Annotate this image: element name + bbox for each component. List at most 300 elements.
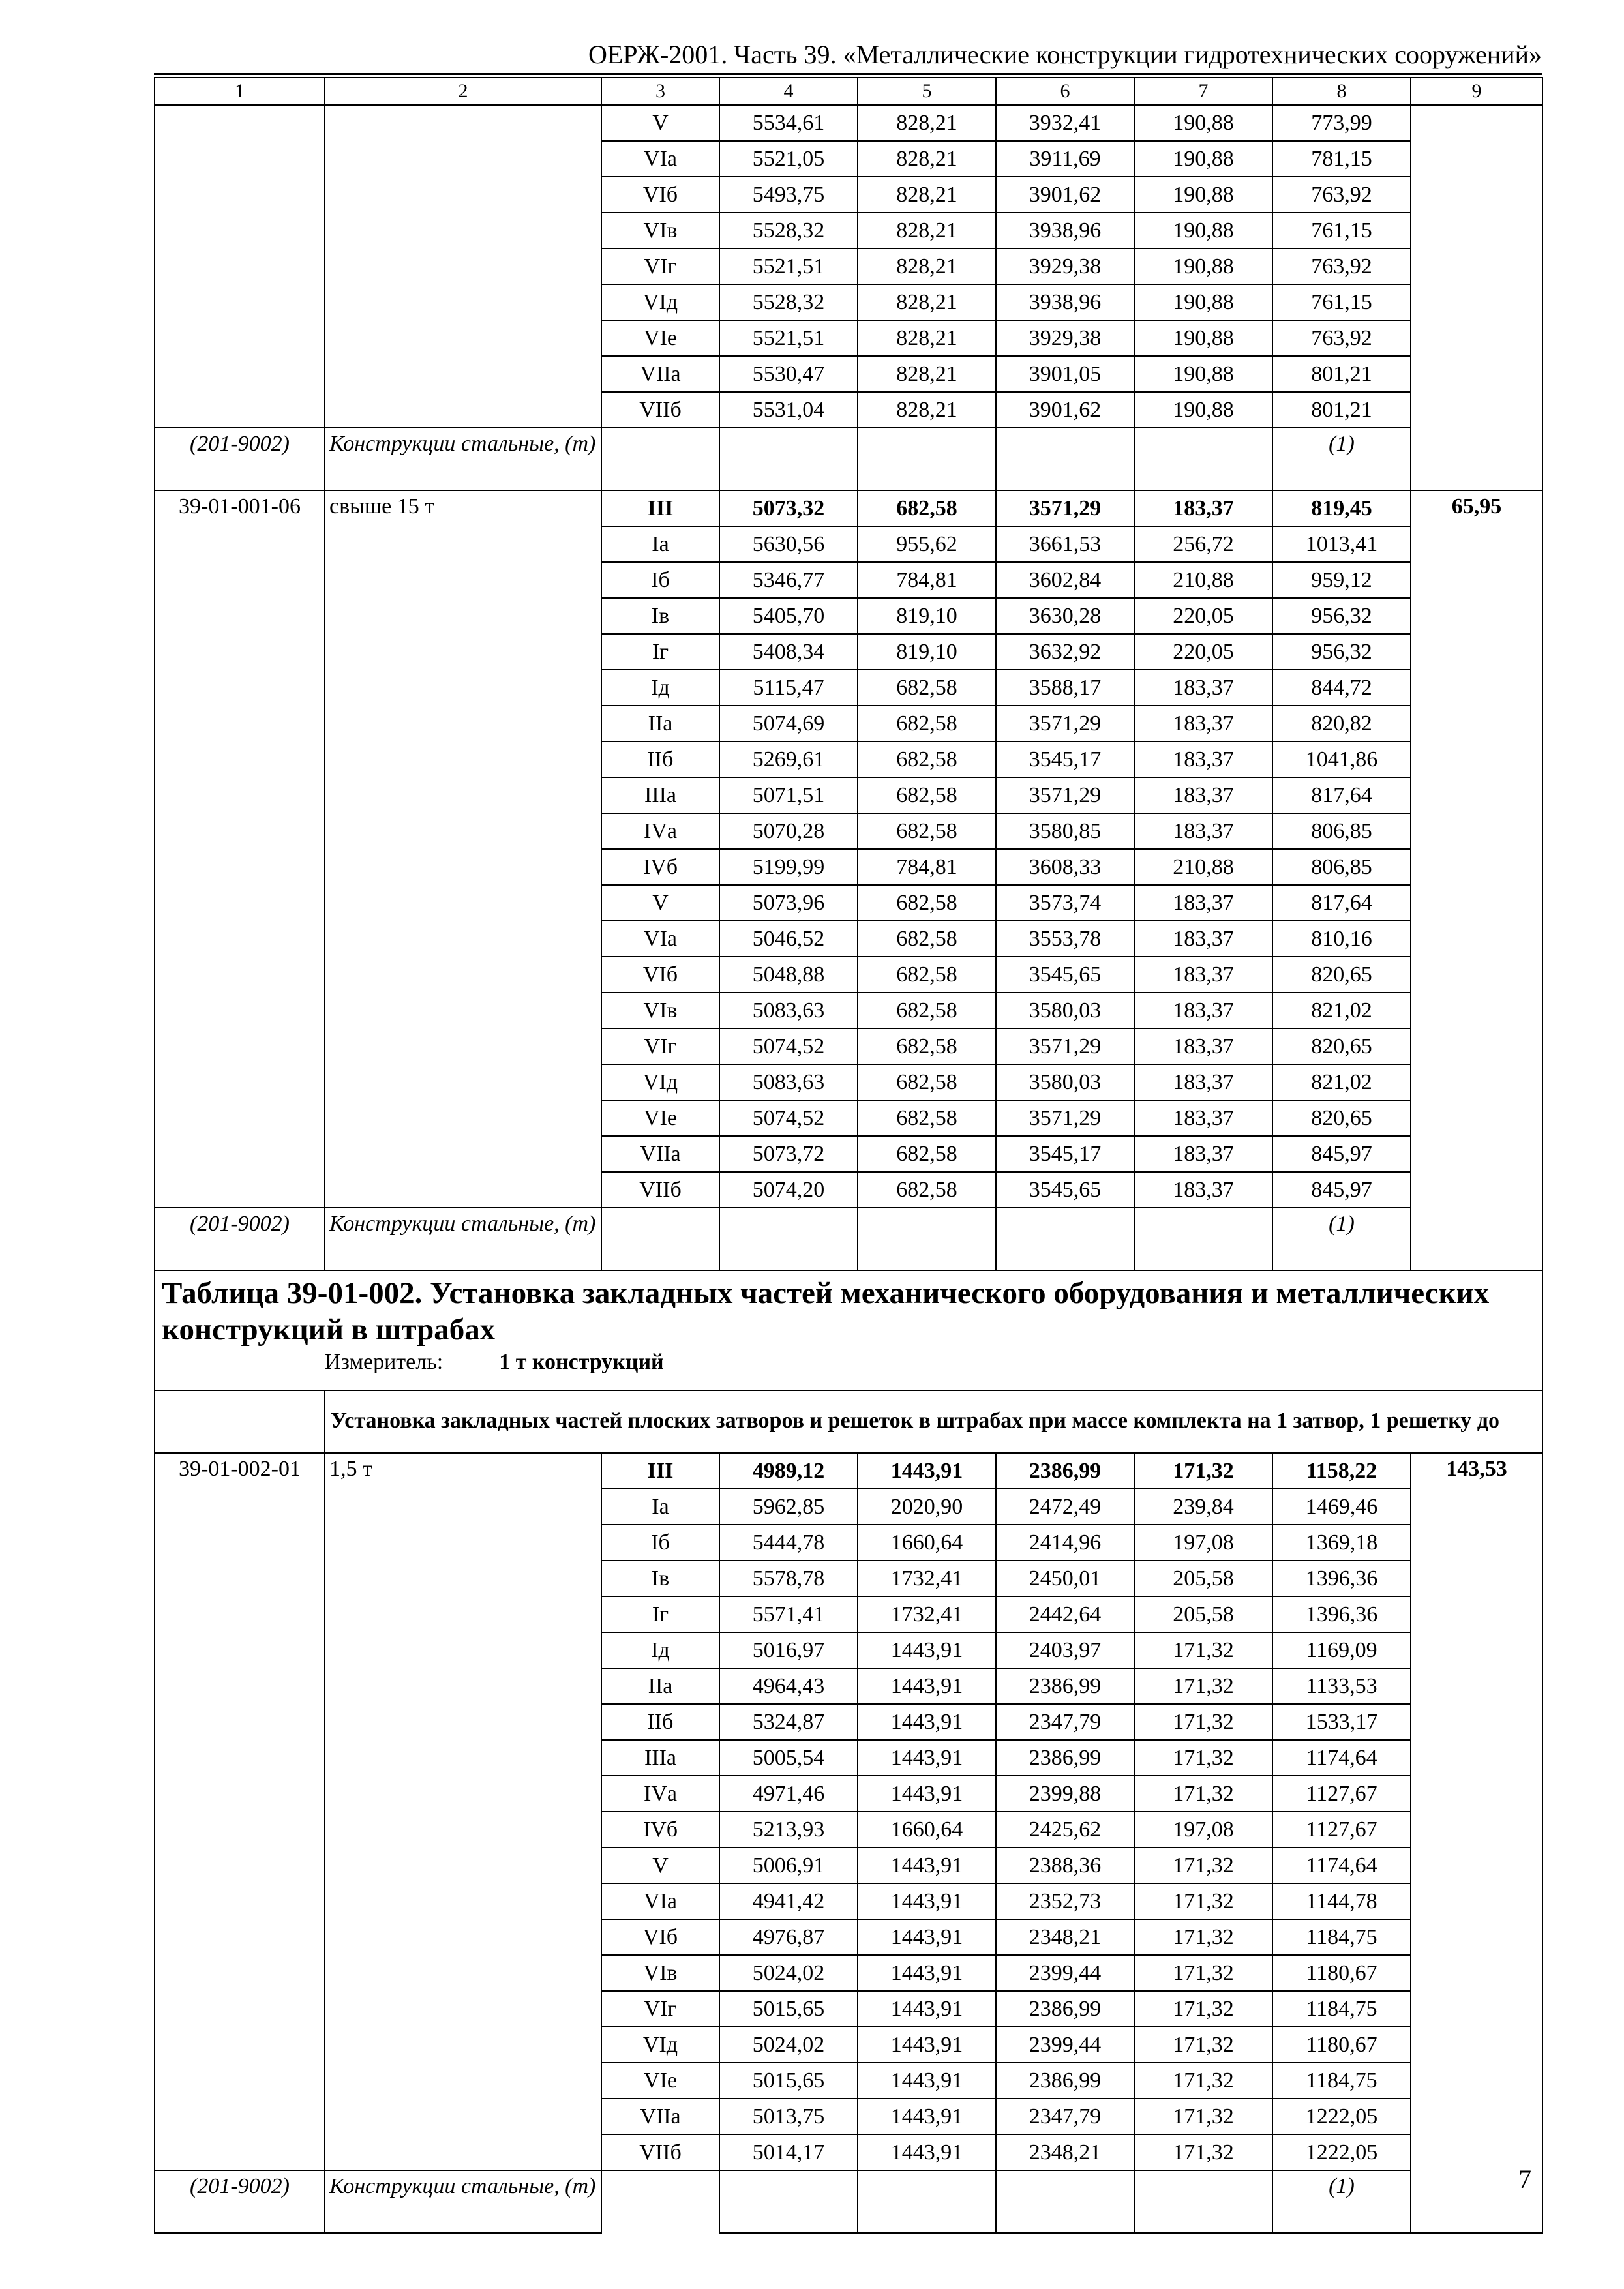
value-cell: 1041,86 (1272, 741, 1411, 777)
value-cell: 819,10 (858, 598, 996, 634)
zone-cell: VIг (601, 1991, 719, 2027)
value-cell: 1144,78 (1272, 1883, 1411, 1919)
zone-cell: IVб (601, 849, 719, 885)
value-cell: 183,37 (1134, 777, 1272, 813)
value-cell: 171,32 (1134, 1848, 1272, 1883)
value-cell: 4976,87 (719, 1919, 858, 1955)
value-cell: 806,85 (1272, 813, 1411, 849)
value-cell: 171,32 (1134, 1776, 1272, 1812)
value-cell: 3602,84 (996, 562, 1134, 598)
value-cell: 5571,41 (719, 1596, 858, 1632)
value-cell: 5630,56 (719, 526, 858, 562)
value-cell: 190,88 (1134, 320, 1272, 356)
zone-cell: VIIа (601, 2099, 719, 2134)
value-cell: 2348,21 (996, 2134, 1134, 2170)
empty-cell (155, 1390, 325, 1453)
zone-cell: VIд (601, 2027, 719, 2063)
value-cell: 2399,44 (996, 2027, 1134, 2063)
value-cell: 3932,41 (996, 105, 1134, 141)
zone-cell: IIа (601, 706, 719, 741)
zone-cell: IIIа (601, 1740, 719, 1776)
value-cell: 828,21 (858, 320, 996, 356)
value-cell: 761,15 (1272, 284, 1411, 320)
value-cell: 2386,99 (996, 1991, 1134, 2027)
material-name: Конструкции стальные, (т) (325, 428, 601, 490)
value-cell: 5408,34 (719, 634, 858, 670)
value-cell: 3580,85 (996, 813, 1134, 849)
value-cell: 1732,41 (858, 1596, 996, 1632)
table-row (155, 105, 1542, 141)
value-cell: 682,58 (858, 706, 996, 741)
value-cell: 5024,02 (719, 1955, 858, 1991)
value-cell: 190,88 (1134, 141, 1272, 177)
value-cell: 1443,91 (858, 1955, 996, 1991)
value-cell: 1443,91 (858, 1991, 996, 2027)
value-cell: 5073,72 (719, 1136, 858, 1172)
empty-cell (858, 1208, 996, 1270)
value-cell: 2020,90 (858, 1489, 996, 1525)
value-cell: 1469,46 (1272, 1489, 1411, 1525)
value-cell: 5014,17 (719, 2134, 858, 2170)
value-cell: 682,58 (858, 1136, 996, 1172)
value-cell: 5074,52 (719, 1100, 858, 1136)
value-cell: 845,97 (1272, 1172, 1411, 1208)
value-cell: 171,32 (1134, 1453, 1272, 1489)
empty-cell (719, 428, 858, 490)
value-cell: 821,02 (1272, 993, 1411, 1028)
value-cell: 1443,91 (858, 1668, 996, 1704)
value-cell: 1443,91 (858, 1848, 996, 1883)
value-cell: 5074,20 (719, 1172, 858, 1208)
value-cell: 3608,33 (996, 849, 1134, 885)
zone-cell: V (601, 885, 719, 921)
empty-cell (858, 428, 996, 490)
column-number: 3 (601, 78, 719, 105)
value-cell: 5013,75 (719, 2099, 858, 2134)
material-code: (201-9002) (155, 428, 325, 490)
value-cell: 682,58 (858, 813, 996, 849)
zone-cell: Iг (601, 634, 719, 670)
value-cell: 190,88 (1134, 213, 1272, 248)
value-cell: 817,64 (1272, 885, 1411, 921)
col9-value (1411, 105, 1542, 490)
value-cell: 5015,65 (719, 2063, 858, 2099)
value-cell: 2386,99 (996, 2063, 1134, 2099)
value-cell: 828,21 (858, 141, 996, 177)
value-cell: 682,58 (858, 777, 996, 813)
value-cell: 810,16 (1272, 921, 1411, 957)
value-cell: 3545,17 (996, 741, 1134, 777)
value-cell: 820,65 (1272, 957, 1411, 993)
value-cell: 220,05 (1134, 598, 1272, 634)
value-cell: 5070,28 (719, 813, 858, 849)
table-row (155, 490, 1542, 526)
value-cell: 844,72 (1272, 670, 1411, 706)
value-cell: 5048,88 (719, 957, 858, 993)
zone-cell: VIа (601, 921, 719, 957)
value-cell: 2414,96 (996, 1525, 1134, 1561)
value-cell: 3901,05 (996, 356, 1134, 392)
zone-cell: III (601, 1453, 719, 1489)
subheading: Установка закладных частей плоских затворов и решеток в штрабах при массе комплекта на 1 затвор, 1 решетку до (325, 1390, 1542, 1453)
value-cell: 828,21 (858, 284, 996, 320)
value-cell: 773,99 (1272, 105, 1411, 141)
value-cell: 3545,65 (996, 957, 1134, 993)
value-cell: 5521,05 (719, 141, 858, 177)
value-cell: 5199,99 (719, 849, 858, 885)
value-cell: 210,88 (1134, 562, 1272, 598)
value-cell: 5269,61 (719, 741, 858, 777)
value-cell: 5528,32 (719, 213, 858, 248)
value-cell: 1443,91 (858, 1632, 996, 1668)
value-cell: 819,10 (858, 634, 996, 670)
value-cell: 183,37 (1134, 1028, 1272, 1064)
value-cell: 5073,32 (719, 490, 858, 526)
measure-line (162, 1348, 1537, 1377)
rate-name (325, 105, 601, 428)
rate-code: 39-01-002-01 (155, 1453, 325, 2170)
value-cell: 3580,03 (996, 1064, 1134, 1100)
value-cell: 171,32 (1134, 1704, 1272, 1740)
value-cell: 1127,67 (1272, 1812, 1411, 1848)
value-cell: 183,37 (1134, 885, 1272, 921)
zone-cell: V (601, 105, 719, 141)
value-cell: 1443,91 (858, 1704, 996, 1740)
value-cell: 183,37 (1134, 1172, 1272, 1208)
col9-value: 143,53 (1411, 1453, 1542, 2233)
value-cell: 1369,18 (1272, 1525, 1411, 1561)
zone-cell: Iб (601, 1525, 719, 1561)
column-number: 1 (155, 78, 325, 105)
value-cell: 955,62 (858, 526, 996, 562)
header-rule (154, 73, 1542, 75)
value-cell: 3938,96 (996, 284, 1134, 320)
value-cell: 171,32 (1134, 2063, 1272, 2099)
material-quantity: (1) (1272, 428, 1411, 490)
value-cell: 682,58 (858, 1172, 996, 1208)
value-cell: 1443,91 (858, 2027, 996, 2063)
table-title-row (155, 1270, 1542, 1390)
value-cell: 828,21 (858, 392, 996, 428)
value-cell: 197,08 (1134, 1812, 1272, 1848)
value-cell: 682,58 (858, 490, 996, 526)
value-cell: 5046,52 (719, 921, 858, 957)
value-cell: 3632,92 (996, 634, 1134, 670)
value-cell: 2386,99 (996, 1740, 1134, 1776)
material-code: (201-9002) (155, 2170, 325, 2233)
value-cell: 1158,22 (1272, 1453, 1411, 1489)
value-cell: 763,92 (1272, 248, 1411, 284)
value-cell: 1660,64 (858, 1525, 996, 1561)
zone-cell: Iг (601, 1596, 719, 1632)
zone-cell: IVб (601, 1812, 719, 1848)
zone-cell: III (601, 490, 719, 526)
value-cell: 5530,47 (719, 356, 858, 392)
value-cell: 183,37 (1134, 1064, 1272, 1100)
empty-cell (719, 2170, 858, 2233)
zone-cell: VIа (601, 1883, 719, 1919)
value-cell: 4971,46 (719, 1776, 858, 1812)
value-cell: 190,88 (1134, 392, 1272, 428)
value-cell: 171,32 (1134, 2134, 1272, 2170)
material-code: (201-9002) (155, 1208, 325, 1270)
value-cell: 1222,05 (1272, 2134, 1411, 2170)
value-cell: 819,45 (1272, 490, 1411, 526)
value-cell: 183,37 (1134, 1136, 1272, 1172)
zone-cell: IIб (601, 741, 719, 777)
value-cell: 828,21 (858, 177, 996, 213)
column-number: 7 (1134, 78, 1272, 105)
col9-value: 65,95 (1411, 490, 1542, 1270)
zone-cell: Iв (601, 598, 719, 634)
material-name: Конструкции стальные, (т) (325, 2170, 601, 2233)
value-cell: 3571,29 (996, 777, 1134, 813)
value-cell: 183,37 (1134, 706, 1272, 741)
value-cell: 806,85 (1272, 849, 1411, 885)
value-cell: 220,05 (1134, 634, 1272, 670)
value-cell: 1443,91 (858, 2099, 996, 2134)
value-cell: 5531,04 (719, 392, 858, 428)
value-cell: 820,65 (1272, 1028, 1411, 1064)
measure-value: 1 т конструкций (499, 1350, 664, 1374)
value-cell: 205,58 (1134, 1561, 1272, 1596)
value-cell: 2347,79 (996, 1704, 1134, 1740)
value-cell: 1396,36 (1272, 1561, 1411, 1596)
column-number: 2 (325, 78, 601, 105)
value-cell: 2403,97 (996, 1632, 1134, 1668)
value-cell: 3911,69 (996, 141, 1134, 177)
value-cell: 801,21 (1272, 392, 1411, 428)
column-number: 5 (858, 78, 996, 105)
value-cell: 3580,03 (996, 993, 1134, 1028)
value-cell: 2352,73 (996, 1883, 1134, 1919)
value-cell: 5071,51 (719, 777, 858, 813)
value-cell: 956,32 (1272, 634, 1411, 670)
value-cell: 956,32 (1272, 598, 1411, 634)
value-cell: 171,32 (1134, 2027, 1272, 2063)
material-quantity: (1) (1272, 2170, 1411, 2233)
zone-cell: VIб (601, 1919, 719, 1955)
table-row (155, 1453, 1542, 1489)
value-cell: 3588,17 (996, 670, 1134, 706)
zone-cell: VIв (601, 213, 719, 248)
column-number: 9 (1411, 78, 1542, 105)
page-number: 7 (1518, 2164, 1531, 2194)
value-cell: 183,37 (1134, 813, 1272, 849)
table-title-cell (155, 1270, 1542, 1390)
value-cell: 1443,91 (858, 1919, 996, 1955)
value-cell: 171,32 (1134, 1991, 1272, 2027)
value-cell: 1174,64 (1272, 1848, 1411, 1883)
value-cell: 828,21 (858, 248, 996, 284)
value-cell: 801,21 (1272, 356, 1411, 392)
value-cell: 682,58 (858, 1064, 996, 1100)
value-cell: 5346,77 (719, 562, 858, 598)
value-cell: 3929,38 (996, 320, 1134, 356)
value-cell: 5534,61 (719, 105, 858, 141)
empty-cell (996, 428, 1134, 490)
value-cell: 205,58 (1134, 1596, 1272, 1632)
value-cell: 682,58 (858, 1100, 996, 1136)
empty-cell (1134, 1208, 1272, 1270)
zone-cell: Iд (601, 1632, 719, 1668)
zone-cell: VIв (601, 1955, 719, 1991)
value-cell: 682,58 (858, 957, 996, 993)
value-cell: 1169,09 (1272, 1632, 1411, 1668)
material-row (155, 2170, 1542, 2233)
value-cell: 3929,38 (996, 248, 1134, 284)
value-cell: 828,21 (858, 213, 996, 248)
value-cell: 781,15 (1272, 141, 1411, 177)
value-cell: 3571,29 (996, 1028, 1134, 1064)
value-cell: 171,32 (1134, 1919, 1272, 1955)
zone-cell: IVа (601, 813, 719, 849)
value-cell: 4989,12 (719, 1453, 858, 1489)
zone-cell: VIIб (601, 1172, 719, 1208)
zone-cell: VIд (601, 1064, 719, 1100)
empty-cell (996, 1208, 1134, 1270)
value-cell: 682,58 (858, 670, 996, 706)
rates-table (154, 77, 1543, 2234)
column-number: 6 (996, 78, 1134, 105)
value-cell: 3545,65 (996, 1172, 1134, 1208)
value-cell: 682,58 (858, 921, 996, 957)
empty-cell (1134, 2170, 1272, 2233)
value-cell: 2399,44 (996, 1955, 1134, 1991)
value-cell: 817,64 (1272, 777, 1411, 813)
value-cell: 4964,43 (719, 1668, 858, 1704)
value-cell: 5521,51 (719, 248, 858, 284)
value-cell: 5444,78 (719, 1525, 858, 1561)
value-cell: 183,37 (1134, 921, 1272, 957)
zone-cell: VIг (601, 248, 719, 284)
subheading-row (155, 1390, 1542, 1453)
value-cell: 3901,62 (996, 392, 1134, 428)
value-cell: 171,32 (1134, 1632, 1272, 1668)
value-cell: 761,15 (1272, 213, 1411, 248)
value-cell: 256,72 (1134, 526, 1272, 562)
zone-cell: VIб (601, 177, 719, 213)
material-name: Конструкции стальные, (т) (325, 1208, 601, 1270)
value-cell: 5962,85 (719, 1489, 858, 1525)
value-cell: 784,81 (858, 562, 996, 598)
value-cell: 828,21 (858, 105, 996, 141)
zone-cell: VIIб (601, 392, 719, 428)
value-cell: 763,92 (1272, 177, 1411, 213)
value-cell: 682,58 (858, 741, 996, 777)
zone-cell: IIа (601, 1668, 719, 1704)
value-cell: 3545,17 (996, 1136, 1134, 1172)
value-cell: 820,82 (1272, 706, 1411, 741)
value-cell: 5521,51 (719, 320, 858, 356)
rate-code: 39-01-001-06 (155, 490, 325, 1208)
value-cell: 1013,41 (1272, 526, 1411, 562)
value-cell: 682,58 (858, 1028, 996, 1064)
value-cell: 210,88 (1134, 849, 1272, 885)
value-cell: 171,32 (1134, 2099, 1272, 2134)
zone-cell: VIг (601, 1028, 719, 1064)
value-cell: 2347,79 (996, 2099, 1134, 2134)
value-cell: 5213,93 (719, 1812, 858, 1848)
zone-cell: VIе (601, 1100, 719, 1136)
value-cell: 1443,91 (858, 2134, 996, 2170)
value-cell: 1533,17 (1272, 1704, 1411, 1740)
value-cell: 1443,91 (858, 1740, 996, 1776)
column-number-row (155, 78, 1542, 105)
zone-cell: VIв (601, 993, 719, 1028)
zone-cell: Iв (601, 1561, 719, 1596)
value-cell: 2425,62 (996, 1812, 1134, 1848)
value-cell: 3571,29 (996, 490, 1134, 526)
value-cell: 190,88 (1134, 284, 1272, 320)
value-cell: 239,84 (1134, 1489, 1272, 1525)
value-cell: 183,37 (1134, 490, 1272, 526)
zone-cell: Iа (601, 526, 719, 562)
value-cell: 3630,28 (996, 598, 1134, 634)
value-cell: 4941,42 (719, 1883, 858, 1919)
value-cell: 197,08 (1134, 1525, 1272, 1561)
empty-cell (601, 2170, 719, 2233)
rate-name: свыше 15 т (325, 490, 601, 1208)
measure-label: Измеритель: (325, 1350, 444, 1374)
value-cell: 3571,29 (996, 1100, 1134, 1136)
value-cell: 1127,67 (1272, 1776, 1411, 1812)
value-cell: 1184,75 (1272, 2063, 1411, 2099)
zone-cell: IIб (601, 1704, 719, 1740)
value-cell: 1184,75 (1272, 1919, 1411, 1955)
value-cell: 1222,05 (1272, 2099, 1411, 2134)
zone-cell: VIб (601, 957, 719, 993)
value-cell: 1180,67 (1272, 2027, 1411, 2063)
value-cell: 1133,53 (1272, 1668, 1411, 1704)
value-cell: 3571,29 (996, 706, 1134, 741)
value-cell: 5493,75 (719, 177, 858, 213)
value-cell: 183,37 (1134, 1100, 1272, 1136)
value-cell: 3553,78 (996, 921, 1134, 957)
rate-code (155, 105, 325, 428)
value-cell: 5074,69 (719, 706, 858, 741)
value-cell: 171,32 (1134, 1955, 1272, 1991)
value-cell: 3901,62 (996, 177, 1134, 213)
value-cell: 1443,91 (858, 2063, 996, 2099)
value-cell: 828,21 (858, 356, 996, 392)
value-cell: 1732,41 (858, 1561, 996, 1596)
value-cell: 190,88 (1134, 248, 1272, 284)
zone-cell: VIа (601, 141, 719, 177)
empty-cell (719, 1208, 858, 1270)
value-cell: 1184,75 (1272, 1991, 1411, 2027)
value-cell: 5083,63 (719, 1064, 858, 1100)
value-cell: 5528,32 (719, 284, 858, 320)
zone-cell: Iд (601, 670, 719, 706)
empty-cell (601, 1208, 719, 1270)
value-cell: 5073,96 (719, 885, 858, 921)
value-cell: 2386,99 (996, 1668, 1134, 1704)
value-cell: 5006,91 (719, 1848, 858, 1883)
value-cell: 190,88 (1134, 105, 1272, 141)
value-cell: 2388,36 (996, 1848, 1134, 1883)
value-cell: 171,32 (1134, 1740, 1272, 1776)
value-cell: 821,02 (1272, 1064, 1411, 1100)
value-cell: 2348,21 (996, 1919, 1134, 1955)
value-cell: 3938,96 (996, 213, 1134, 248)
zone-cell: VIе (601, 320, 719, 356)
material-row (155, 1208, 1542, 1270)
value-cell: 2442,64 (996, 1596, 1134, 1632)
empty-cell (601, 428, 719, 490)
value-cell: 183,37 (1134, 741, 1272, 777)
value-cell: 5324,87 (719, 1704, 858, 1740)
